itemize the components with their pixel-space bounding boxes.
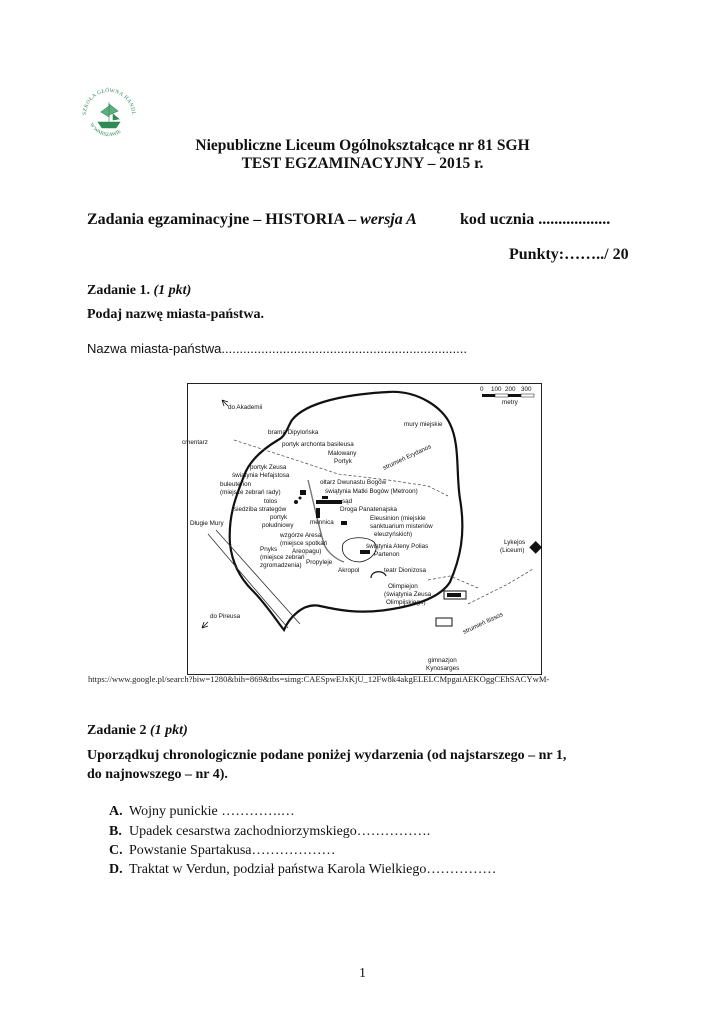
student-code: kod ucznia .................. — [460, 211, 611, 228]
list-text: Upadek cesarstwa zachodniorzymskiego……………. — [129, 824, 431, 839]
map-label: 200 — [505, 386, 516, 393]
subject-version: wersja A — [360, 211, 417, 228]
map-label: strumień Erydanos — [381, 443, 433, 472]
map-label: Pnyks — [260, 546, 278, 553]
map-label: Akropol — [338, 567, 360, 574]
map-label: (miejsce zebrań rady) — [220, 489, 281, 496]
map-label: Droga Panatenajska — [340, 506, 398, 513]
list-text: Wojny punickie ………….… — [129, 804, 295, 819]
map-label: zgromadzenia) — [260, 562, 302, 569]
map-label: portyk archonta basileusa — [282, 441, 354, 448]
map-label: ołtarz Dwunastu Bogów — [320, 479, 387, 486]
map-label: Partenon — [374, 551, 400, 558]
task1-heading — [87, 283, 191, 299]
map-label: Areopagu) — [292, 548, 322, 555]
map-label: Długie Mury — [190, 520, 224, 527]
map-label: mennica — [310, 519, 334, 526]
points-total: Punkty:……../ 20 — [509, 246, 629, 263]
list-text: Traktat w Verdun, podział państwa Karola Wielkiego…………… — [129, 862, 497, 877]
map-label: portyk Zeusa — [250, 464, 287, 471]
page-number: 1 — [359, 966, 366, 981]
subject-line — [87, 211, 417, 229]
map-label: sąd — [342, 498, 353, 505]
svg-text:W WARSZAWIE: W WARSZAWIE — [88, 121, 123, 139]
athens-map — [182, 383, 542, 675]
task1-points: (1 pkt) — [153, 283, 192, 298]
list-letter: A. — [109, 804, 123, 819]
task1-title: Zadanie 1. — [87, 283, 151, 298]
task2-instruction-2: do najnowszego – nr 4). — [87, 767, 228, 782]
map-label: (świątynia Zeusa — [384, 591, 432, 598]
task1-source[interactable]: https://www.google.pl/search?biw=1280&bih=869&tbs=simg:CAESpwEJxKjU_12Fw8k4akgELELCMpgaiAEKOggCEhSACYwM- — [88, 674, 550, 684]
list-item — [109, 862, 496, 878]
map-label: sanktuarium misteriów — [370, 523, 433, 530]
map-label: Propyleje — [306, 559, 333, 566]
map-label: strumień Ilissos — [461, 611, 505, 636]
list-letter: C. — [109, 843, 123, 858]
map-label: metry — [502, 399, 518, 406]
task1-instruction: Podaj nazwę miasta-państwa. — [87, 307, 264, 322]
map-label: gimnazjon — [428, 657, 457, 664]
svg-text:SZKOŁA GŁÓWNA HANDLOWA: SZKOŁA GŁÓWNA HANDL — [81, 87, 137, 116]
map-label: (miejsce spotkań — [280, 540, 328, 547]
map-label: tolos — [264, 498, 278, 505]
task2-heading — [87, 723, 188, 739]
map-label: teatr Dionizosa — [384, 567, 426, 574]
map-label: 300 — [521, 386, 532, 393]
subject-prefix: Zadania egzaminacyjne – HISTORIA – — [87, 211, 361, 228]
map-label: świątynia Matki Bogów (Metroon) — [325, 488, 418, 495]
map-label: portyk — [270, 514, 288, 521]
map-label: brama Dipylońska — [268, 429, 319, 436]
map-label: Olimpijskiego) — [386, 599, 426, 606]
task2-title: Zadanie 2 — [87, 723, 147, 738]
list-letter: D. — [109, 862, 123, 877]
map-label: Eleusinion (miejskie — [370, 515, 426, 522]
map-label: wzgórze Aresa — [280, 532, 322, 539]
map-label: południowy — [262, 522, 294, 529]
school-name: Niepubliczne Liceum Ogólnokształcące nr 81 SGH — [195, 137, 530, 154]
map-label: świątynia Ateny Polias — [366, 543, 429, 550]
list-item — [109, 843, 335, 859]
list-item — [109, 804, 295, 820]
task2-points: (1 pkt) — [150, 723, 188, 738]
list-item — [109, 824, 430, 840]
map-label: 100 — [491, 386, 502, 393]
map-label: mury miejskie — [404, 421, 443, 428]
map-label: do Akademii — [228, 404, 263, 411]
map-label: eleuzyńskich) — [374, 531, 413, 538]
map-label: (miejsce zebrań — [260, 554, 305, 561]
map-label: Portyk — [334, 458, 352, 465]
map-label: siedziba strategów — [234, 506, 287, 513]
exam-title: TEST EGZAMINACYJNY – 2015 r. — [241, 155, 484, 172]
map-label: Olimpiejon — [388, 583, 418, 590]
task1-answer-line: Nazwa miasta-państwa.................................................................... — [87, 341, 467, 356]
map-label: buleuterion — [220, 481, 252, 488]
map-label: Malowany — [328, 450, 357, 457]
map-label: cmentarz — [182, 439, 208, 446]
task2-instruction-1: Uporządkuj chronologicznie podane poniżej wydarzenia (od najstarszego – nr 1, — [87, 748, 567, 763]
list-text: Powstanie Spartakusa……………… — [129, 843, 336, 858]
map-label: Kynosarges — [426, 665, 460, 672]
list-letter: B. — [109, 824, 122, 839]
map-label: świątynia Hefajstosa — [232, 472, 290, 479]
map-label: do Pireusa — [210, 613, 241, 620]
map-label: Lykejos — [504, 539, 526, 546]
map-label: 0 — [480, 386, 484, 393]
map-label: (Liceum) — [500, 547, 525, 554]
